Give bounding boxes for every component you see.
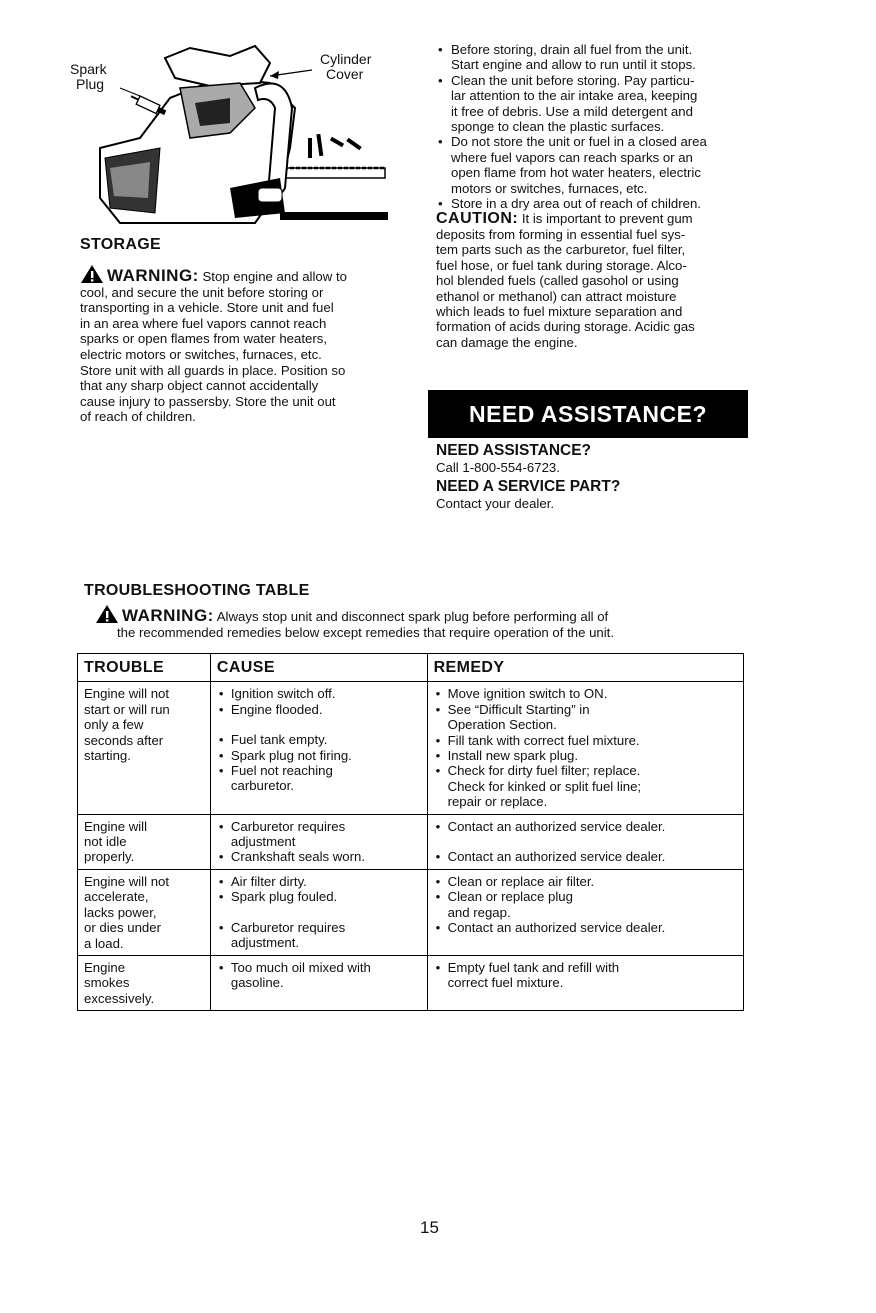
storage-warning-line: sparks or open flames from water heaters,: [80, 331, 328, 347]
cause-line: adjustment: [230, 834, 296, 850]
troubleshooting-warning-line1: [95, 604, 755, 625]
storage-tip-item: [436, 196, 754, 211]
remedy-item: [434, 920, 737, 935]
cause-item: [217, 819, 421, 850]
caution-line: It is important to prevent gum: [521, 211, 693, 227]
assistance-info: [436, 442, 620, 511]
troubleshooting-warning-word: WARNING:: [122, 606, 214, 625]
remedy-line: • See “Difficult Starting” in: [447, 701, 590, 717]
tip-line: lar attention to the air intake area, keeping: [451, 88, 698, 104]
trouble-line: not idle: [84, 834, 127, 850]
storage-warning-line: transporting in a vehicle. Store unit and fuel: [80, 300, 334, 316]
cause-line: • Air filter dirty.: [230, 873, 307, 889]
service-part-text: Contact your dealer.: [436, 495, 555, 511]
cause-line: • Spark plug not firing.: [230, 747, 352, 763]
caution-block: [436, 211, 754, 350]
caution-line: hol blended fuels (called gasohol or using: [436, 273, 679, 289]
header-remedy: REMEDY: [427, 654, 743, 682]
remedy-line: repair or replace.: [447, 794, 548, 810]
caution-line: fuel hose, or fuel tank during storage. Alco-: [436, 257, 687, 273]
cause-item: [217, 849, 421, 864]
table-row: [78, 814, 744, 869]
storage-warning-line: in an area where fuel vapors cannot reach: [80, 315, 327, 331]
storage-warning-line: cause injury to passersby. Store the unit out: [80, 393, 336, 409]
cause-item: [217, 686, 421, 701]
remedy-item: [434, 702, 737, 733]
trouble-line: start or will run: [84, 701, 170, 717]
storage-warning-line: of reach of children.: [80, 409, 196, 425]
trouble-line: Engine will not: [84, 873, 170, 889]
storage-warning-line: electric motors or switches, furnaces, etc.: [80, 346, 322, 362]
cause-line: • Too much oil mixed with: [230, 959, 371, 975]
remedy-cell: [427, 869, 743, 955]
cause-line: • Crankshaft seals worn.: [230, 849, 366, 865]
cause-item: [217, 920, 421, 951]
remedy-line: • Contact an authorized service dealer.: [447, 920, 666, 936]
storage-tip-item: [436, 42, 754, 73]
remedy-line: • Clean or replace air filter.: [447, 873, 595, 889]
trouble-line: Engine will: [84, 818, 148, 834]
cause-item: [217, 889, 421, 904]
service-part-heading: NEED A SERVICE PART?: [436, 477, 621, 495]
spacer: [217, 905, 421, 920]
trouble-line: accelerate,: [84, 889, 149, 905]
trouble-line: properly.: [84, 849, 135, 865]
tip-line: • Before storing, drain all fuel from the unit.: [451, 42, 693, 57]
cause-item: [217, 960, 421, 991]
trouble-line: Engine will not: [84, 686, 170, 702]
trouble-line: only a few: [84, 717, 144, 733]
cause-line: • Carburetor requires: [230, 919, 346, 935]
assistance-heading: NEED ASSISTANCE?: [436, 442, 592, 459]
cause-item: [217, 763, 421, 794]
chainsaw-illustration: [70, 38, 400, 233]
storage-warning-line: that any sharp object cannot accidentally: [80, 378, 319, 394]
storage-warning: [80, 264, 392, 425]
trouble-cell: [78, 955, 211, 1010]
need-assistance-banner: NEED ASSISTANCE?: [428, 390, 748, 438]
storage-warning-first-line: [80, 264, 392, 285]
storage-tip-item: [436, 134, 754, 196]
remedy-item: [434, 733, 737, 748]
remedy-item: [434, 874, 737, 889]
remedy-item: [434, 960, 737, 991]
remedy-item: [434, 686, 737, 701]
tip-line: it free of debris. Use a mild detergent and: [451, 103, 693, 119]
caution-line: tem parts such as the carburetor, fuel filter,: [436, 242, 686, 258]
remedy-line: Operation Section.: [447, 717, 557, 733]
table-row: [78, 682, 744, 814]
remedy-item: [434, 748, 737, 763]
spark-plug-label: [70, 62, 107, 92]
caution-word: CAUTION:: [436, 210, 519, 228]
cause-line: • Fuel tank empty.: [230, 732, 328, 748]
trouble-line: smokes: [84, 975, 130, 991]
remedy-line: • Contact an authorized service dealer.: [447, 849, 666, 865]
remedy-line: and regap.: [447, 904, 511, 920]
cause-cell: [210, 869, 427, 955]
tip-line: sponge to clean the plastic surfaces.: [451, 119, 665, 135]
cause-line: • Carburetor requires: [230, 818, 346, 834]
table-row: [78, 955, 744, 1010]
troubleshooting-title: TROUBLESHOOTING TABLE: [84, 582, 310, 599]
caution-line: deposits from forming in essential fuel sys-: [436, 226, 686, 242]
trouble-line: excessively.: [84, 990, 155, 1006]
storage-tips-column: [436, 42, 754, 350]
spark-plug-label-line1: Spark: [70, 61, 107, 77]
cause-line: adjustment.: [230, 935, 300, 951]
cause-line: • Ignition switch off.: [230, 686, 336, 702]
cause-line: gasoline.: [230, 975, 284, 991]
cause-item: [217, 748, 421, 763]
cause-item: [217, 732, 421, 747]
trouble-line: starting.: [84, 748, 131, 764]
remedy-item: [434, 889, 737, 920]
trouble-cell: [78, 869, 211, 955]
remedy-item: [434, 849, 737, 864]
cylinder-cover-label: [320, 52, 371, 82]
spacer: [217, 717, 421, 732]
cause-cell: [210, 682, 427, 814]
table-body: [78, 682, 744, 1011]
remedy-line: • Move ignition switch to ON.: [447, 686, 608, 702]
warning-triangle-icon: [95, 604, 119, 624]
header-trouble: TROUBLE: [78, 654, 211, 682]
remedy-line: Check for kinked or split fuel line;: [447, 778, 642, 794]
storage-warning-line: Stop engine and allow to: [202, 269, 347, 284]
remedy-line: correct fuel mixture.: [447, 975, 564, 991]
storage-tip-item: [436, 73, 754, 135]
troubleshooting-warning-line2: the recommended remedies below except remedies that require operation of the unit.: [117, 625, 615, 640]
storage-warning-line: cool, and secure the unit before storing or: [80, 284, 324, 300]
trouble-line: lacks power,: [84, 904, 157, 920]
warning-triangle-icon: [80, 264, 104, 284]
header-cause: CAUSE: [210, 654, 427, 682]
trouble-cell: [78, 814, 211, 869]
storage-warning-word: WARNING:: [107, 266, 199, 285]
tip-line: open flame from hot water heaters, electric: [451, 165, 701, 181]
table-row: [78, 869, 744, 955]
tip-line: where fuel vapors can reach sparks or an: [451, 149, 693, 165]
cause-item: [217, 702, 421, 717]
tip-line: Start engine and allow to run until it stops.: [451, 57, 696, 73]
remedy-item: [434, 763, 737, 809]
tip-line: • Clean the unit before storing. Pay particu-: [451, 72, 695, 88]
spark-plug-label-line2: Plug: [76, 76, 105, 92]
troubleshooting-warning: [95, 604, 755, 641]
trouble-line: or dies under: [84, 920, 161, 936]
trouble-line: Engine: [84, 959, 126, 975]
cause-cell: [210, 814, 427, 869]
storage-title: STORAGE: [80, 236, 161, 253]
tip-line: • Do not store the unit or fuel in a closed area: [451, 134, 707, 150]
cause-line: • Engine flooded.: [230, 701, 323, 717]
table-header-row: [78, 654, 744, 682]
caution-first-line: [436, 211, 754, 226]
remedy-cell: [427, 682, 743, 814]
storage-tips-list: [436, 42, 754, 211]
spacer: [434, 834, 737, 849]
cause-line: carburetor.: [230, 778, 294, 794]
remedy-cell: [427, 955, 743, 1010]
caution-line: can damage the engine.: [436, 334, 578, 350]
caution-line: which leads to fuel mixture separation and: [436, 303, 683, 319]
page-number: 15: [420, 1218, 439, 1237]
cause-line: • Fuel not reaching: [230, 763, 333, 779]
trouble-cell: [78, 682, 211, 814]
tip-line: • Store in a dry area out of reach of children.: [451, 196, 701, 212]
troubleshooting-table: [77, 653, 744, 1011]
storage-warning-line: Store unit with all guards in place. Position so: [80, 362, 346, 378]
cause-item: [217, 874, 421, 889]
remedy-line: • Clean or replace plug: [447, 889, 573, 905]
tip-line: motors or switches, furnaces, etc.: [451, 180, 648, 196]
trouble-line: a load.: [84, 935, 124, 951]
cylinder-cover-label-line2: Cover: [326, 66, 364, 82]
cause-line: • Spark plug fouled.: [230, 889, 338, 905]
remedy-cell: [427, 814, 743, 869]
trouble-line: seconds after: [84, 732, 164, 748]
remedy-line: • Contact an authorized service dealer.: [447, 818, 666, 834]
assistance-phone: Call 1-800-554-6723.: [436, 460, 560, 475]
caution-line: formation of acids during storage. Acidic gas: [436, 319, 695, 335]
remedy-line: • Empty fuel tank and refill with: [447, 959, 620, 975]
caution-line: ethanol or methanol) can attract moisture: [436, 288, 677, 304]
remedy-line: • Install new spark plug.: [447, 748, 579, 764]
cause-cell: [210, 955, 427, 1010]
remedy-line: • Fill tank with correct fuel mixture.: [447, 732, 640, 748]
remedy-item: [434, 819, 737, 834]
troubleshooting-warning-text: Always stop unit and disconnect spark plug before performing all of: [216, 609, 609, 624]
cylinder-cover-label-line1: Cylinder: [320, 51, 372, 67]
remedy-line: • Check for dirty fuel filter; replace.: [447, 763, 641, 779]
